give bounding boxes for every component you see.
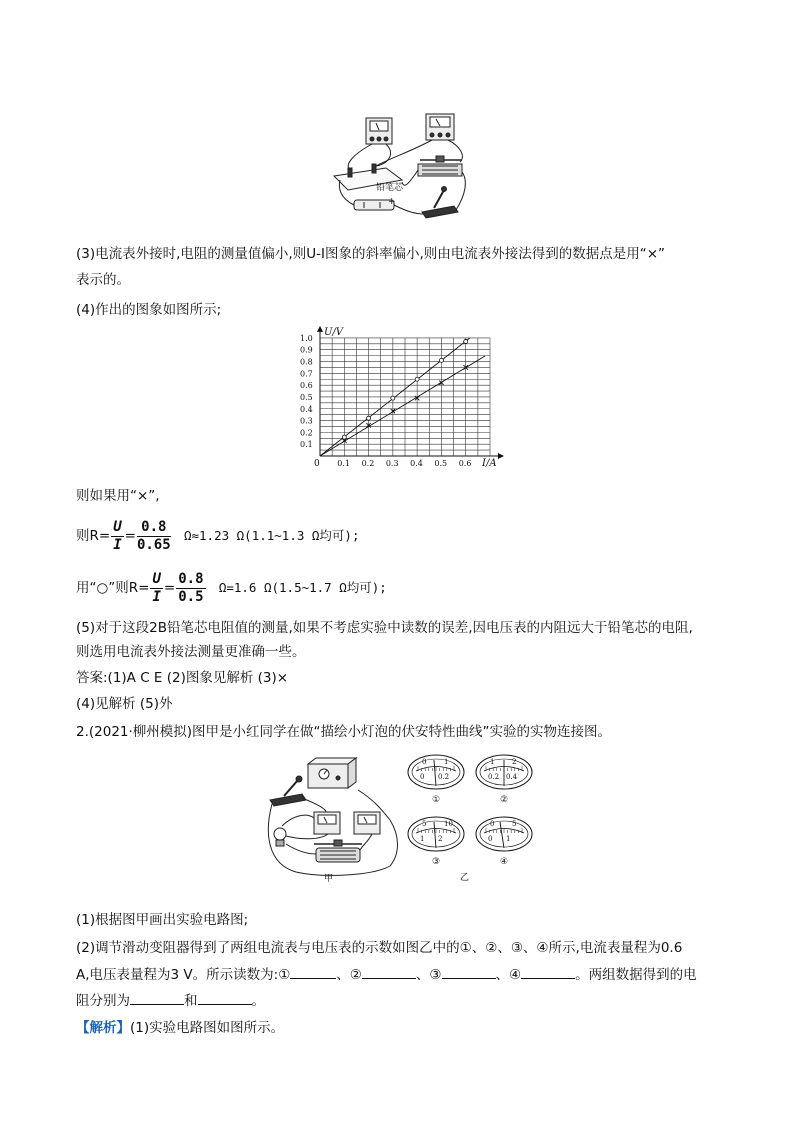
data-point-circle [415, 377, 419, 381]
data-point-circle [391, 396, 395, 400]
r2-i: I [152, 588, 161, 605]
q2-part2-line3 [76, 990, 265, 1011]
para5-line2: 则选用电流表外接法测量更准确一些。 [76, 644, 306, 660]
dial-bottom-label: 0.2 [488, 773, 500, 781]
analysis-line [76, 1018, 284, 1038]
y-tick-label: 0.2 [300, 428, 313, 438]
x-tick-label: 0.2 [361, 459, 375, 468]
q2-line2-end: 。两组数据得到的电 [575, 967, 697, 983]
r2-num: 0.8 [178, 570, 204, 587]
dial-number: ① [432, 795, 441, 805]
dial-bottom-label: 0 [420, 773, 425, 781]
dial-top-label: 1 [490, 758, 495, 766]
figure-jia-wiring [262, 754, 402, 884]
y-tick-label: 0.8 [300, 357, 313, 367]
data-point-circle [439, 358, 443, 362]
meter-dial [408, 817, 464, 867]
r2-prefix: 用“○”则R= [76, 580, 150, 596]
y-tick-label: 1.0 [300, 333, 313, 343]
dial-top-label: 2 [512, 758, 517, 766]
q2-part2-line2 [76, 964, 697, 985]
r1-fraction-values [137, 519, 171, 554]
power-supply-icon [308, 758, 356, 788]
meter-dial [476, 817, 532, 867]
data-point-circle [367, 416, 371, 420]
dial-top-label: 5 [512, 820, 517, 828]
para4: (4)作出的图象如图所示; [76, 302, 222, 318]
label-jia: 甲 [324, 874, 334, 884]
para3-line2: 表示的。 [76, 272, 130, 288]
r2-fraction-values [176, 571, 205, 606]
x-tick-label: 0.6 [458, 459, 472, 468]
dial-bottom-label: 0 [488, 835, 493, 843]
meter-dial [408, 755, 464, 805]
question2-stem: 2.(2021·柳州模拟)图甲是小红同学在做“描绘小灯泡的伏安特性曲线”实验的实物连接图。 [76, 724, 612, 740]
rheostat-icon [314, 840, 362, 862]
dial-number: ② [500, 795, 509, 805]
q2-part1: (1)根据图甲画出实验电路图; [76, 912, 249, 928]
r1-formula [76, 516, 359, 556]
y-tick-label: 0.1 [300, 440, 313, 450]
r1-num: 0.8 [137, 519, 171, 537]
meter-dial [476, 755, 532, 805]
pencil-lead-label: 铅笔芯 [376, 183, 404, 193]
r1-i: I [113, 536, 122, 553]
x-axis-arrow [498, 453, 504, 459]
answer-blank-4[interactable] [521, 964, 575, 979]
y-tick-label: 0.5 [300, 392, 313, 402]
r2-den: 0.5 [178, 588, 204, 605]
r1-fraction-ui [111, 519, 123, 554]
q2-line3-mid: 和 [184, 993, 198, 1009]
y-tick-label: 0.9 [300, 345, 313, 355]
dial-bottom-label: 1 [506, 835, 511, 843]
para3-line1: (3)电流表外接时,电阻的测量值偏小,则U-I图象的斜率偏小,则由电流表外接法得到的数据点是用“×” [76, 246, 666, 262]
r1-u: U [113, 518, 122, 535]
x-tick-label: 0.3 [385, 459, 399, 468]
dial-top-label: 0 [422, 758, 427, 766]
q2-line2-prefix: A,电压表量程为3 V。所示读数为:① [76, 967, 291, 983]
bulb-icon [274, 828, 286, 846]
voltmeter-icon [314, 812, 340, 834]
y-tick-label: 0.3 [300, 416, 313, 426]
ammeter-icon [426, 114, 454, 140]
r1-den: 0.65 [136, 536, 171, 553]
analysis-tag: 【解析】 [76, 1020, 130, 1036]
dial-top-label: 5 [422, 820, 427, 828]
dial-top-label: 0 [490, 820, 495, 828]
dial-bottom-label: 0.2 [438, 773, 450, 781]
figure-yi-meters [400, 744, 540, 884]
answer-blank-1[interactable] [290, 964, 336, 979]
dial-number: ③ [432, 857, 441, 867]
r2-suffix: Ω=1.6 Ω(1.5~1.7 Ω均可); [218, 580, 387, 595]
dial-number: ④ [500, 857, 509, 867]
dial-bottom-label: 1 [420, 835, 425, 843]
dial-top-label: 1 [444, 758, 449, 766]
y-axis-label: U/V [324, 327, 344, 338]
voltmeter-icon [366, 118, 392, 144]
y-axis-arrow [317, 326, 323, 332]
x-tick-label: 0.5 [434, 459, 448, 468]
x-tick-label: 0.1 [337, 459, 351, 468]
answer-blank-2[interactable] [362, 964, 416, 979]
q2-line3-end: 。 [251, 993, 265, 1009]
rheostat-icon [418, 156, 462, 176]
r2-eq: = [163, 580, 176, 596]
label-yi: 乙 [460, 873, 470, 883]
answer-blank-5[interactable] [130, 990, 184, 1005]
y-tick-label: 0.6 [300, 381, 313, 391]
q2-sep-4: 、④ [495, 967, 522, 983]
r2-u: U [152, 570, 161, 587]
svg-text:+: + [388, 197, 396, 207]
para5-line1: (5)对于这段2B铅笔芯电阻值的测量,如果不考虑实验中读数的误差,因电压表的内阻远大于铅笔芯的电阻, [76, 620, 693, 636]
r1-prefix: 则R= [76, 528, 111, 544]
switch-icon [422, 187, 458, 219]
q2-line3-prefix: 阻分别为 [76, 993, 130, 1009]
answer-blank-6[interactable] [198, 990, 252, 1005]
y-tick-label: 0.4 [300, 404, 313, 414]
r2-formula [76, 568, 387, 608]
q2-part2-line1: (2)调节滑动变阻器得到了两组电流表与电压表的示数如图乙中的①、②、③、④所示,电流表量程为0.6 [76, 940, 683, 956]
answer-line1: 答案:(1)A C E (2)图象见解析 (3)× [76, 670, 289, 686]
dial-top-label: 10 [444, 820, 453, 828]
figure-pencil-lead-circuit [330, 108, 470, 224]
x-tick-label: 0.4 [410, 459, 423, 468]
u-i-graph [298, 322, 510, 472]
data-point-circle [464, 339, 468, 343]
data-point-circle [342, 435, 346, 439]
r2-fraction-ui [150, 571, 162, 606]
answer-blank-3[interactable] [442, 964, 496, 979]
q2-sep-3: 、③ [415, 967, 442, 983]
y-tick-label: 0.7 [300, 369, 313, 379]
r1-suffix: Ω≈1.23 Ω(1.1~1.3 Ω均可); [183, 528, 360, 543]
dial-bottom-label: 0.4 [506, 773, 518, 781]
x-axis-label: I/A [482, 458, 497, 469]
switch-icon [270, 776, 306, 806]
answer-line2: (4)见解析 (5)外 [76, 696, 173, 712]
ammeter-icon [354, 812, 380, 834]
dial-bottom-label: 2 [438, 835, 443, 843]
analysis-text: (1)实验电路图如图所示。 [130, 1020, 285, 1036]
if-cross-line: 则如果用“×”, [76, 488, 160, 504]
q2-sep-2: 、② [336, 967, 362, 983]
origin-label: 0 [314, 459, 320, 469]
r1-eq: = [124, 528, 136, 544]
